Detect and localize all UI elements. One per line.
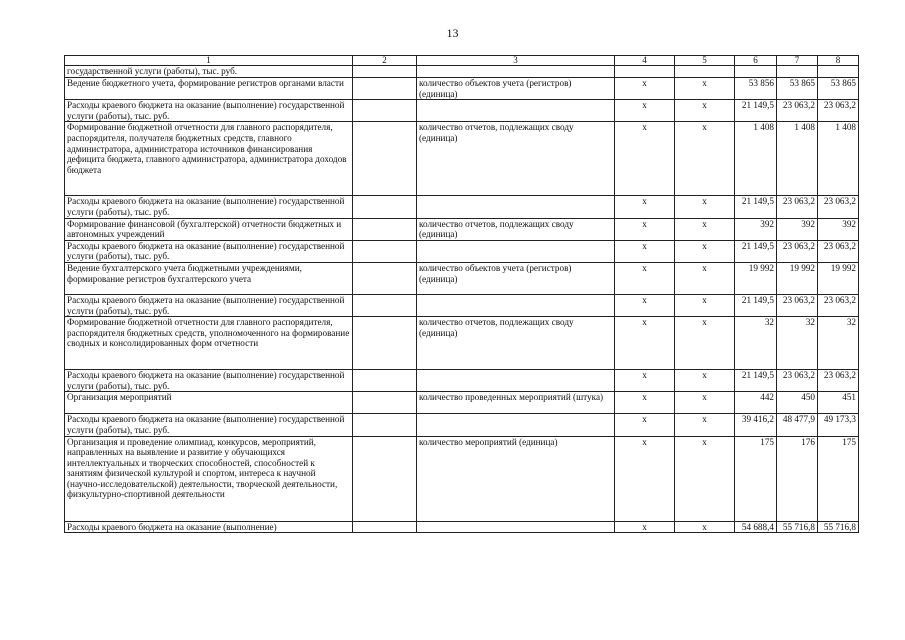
cell-empty bbox=[353, 122, 417, 196]
cell-v6: 442 bbox=[735, 392, 777, 414]
cell-c4: х bbox=[615, 370, 675, 392]
cell-v7: 53 865 bbox=[777, 78, 818, 100]
table-row bbox=[65, 218, 859, 240]
cell-name: Расходы краевого бюджета на оказание (выполнение) государственной услуги (работы), тыс. руб. bbox=[65, 414, 353, 436]
cell-c5: х bbox=[675, 521, 735, 533]
cell-v6: 175 bbox=[735, 436, 777, 521]
budget-table bbox=[64, 55, 859, 533]
cell-v7 bbox=[777, 66, 818, 78]
cell-name: Ведение бюджетного учета, формирование регистров органами власти bbox=[65, 78, 353, 100]
table-row bbox=[65, 294, 859, 316]
cell-c5: х bbox=[675, 262, 735, 294]
cell-empty bbox=[353, 100, 417, 122]
column-header: 7 bbox=[777, 56, 818, 66]
cell-v7: 48 477,9 bbox=[777, 414, 818, 436]
cell-indicator: количество мероприятий (единица) bbox=[417, 436, 615, 521]
cell-indicator bbox=[417, 196, 615, 218]
cell-c5: х bbox=[675, 436, 735, 521]
cell-c4: х bbox=[615, 414, 675, 436]
cell-v6: 53 856 bbox=[735, 78, 777, 100]
cell-c5: х bbox=[675, 414, 735, 436]
table-row bbox=[65, 414, 859, 436]
page-number: 13 bbox=[446, 26, 459, 40]
table-row bbox=[65, 262, 859, 294]
cell-c5: х bbox=[675, 370, 735, 392]
cell-c5: х bbox=[675, 196, 735, 218]
cell-name: Расходы краевого бюджета на оказание (выполнение) bbox=[65, 521, 353, 533]
cell-empty bbox=[353, 196, 417, 218]
cell-indicator: количество отчетов, подлежащих своду (единица) bbox=[417, 122, 615, 196]
cell-indicator: количество объектов учета (регистров) (единица) bbox=[417, 78, 615, 100]
cell-v8: 55 716,8 bbox=[818, 521, 859, 533]
table-row bbox=[65, 317, 859, 370]
cell-v6: 21 149,5 bbox=[735, 294, 777, 316]
cell-v6: 21 149,5 bbox=[735, 240, 777, 262]
cell-c4: х bbox=[615, 392, 675, 414]
table-row bbox=[65, 240, 859, 262]
table-row bbox=[65, 392, 859, 414]
cell-c4: х bbox=[615, 521, 675, 533]
cell-c4 bbox=[615, 66, 675, 78]
cell-empty bbox=[353, 436, 417, 521]
cell-name: Ведение бухгалтерского учета бюджетными учреждениями, формирование регистров бухгалтерского учета bbox=[65, 262, 353, 294]
cell-v6: 1 408 bbox=[735, 122, 777, 196]
column-header: 8 bbox=[818, 56, 859, 66]
cell-empty bbox=[353, 317, 417, 370]
cell-v6: 21 149,5 bbox=[735, 196, 777, 218]
column-header: 4 bbox=[615, 56, 675, 66]
cell-v8: 23 063,2 bbox=[818, 240, 859, 262]
cell-c4: х bbox=[615, 317, 675, 370]
cell-c4: х bbox=[615, 294, 675, 316]
cell-v7: 1 408 bbox=[777, 122, 818, 196]
table-row bbox=[65, 78, 859, 100]
cell-v7: 392 bbox=[777, 218, 818, 240]
table-header-row bbox=[65, 56, 859, 66]
cell-indicator bbox=[417, 370, 615, 392]
cell-indicator: количество объектов учета (регистров) (единица) bbox=[417, 262, 615, 294]
cell-c4: х bbox=[615, 240, 675, 262]
cell-v8: 32 bbox=[818, 317, 859, 370]
cell-v8: 1 408 bbox=[818, 122, 859, 196]
cell-name: государственной услуги (работы), тыс. руб. bbox=[65, 66, 353, 78]
cell-name: Организация и проведение олимпиад, конкурсов, мероприятий, направленных на выявление и развитие у обучающихся интеллектуальных и творческих способностей, способностей к занятиям физической культурой и спортом, интереса к научной (научно-исследовательской) деятельности, творческой деятельности, физкультурно-спортивной деятельности bbox=[65, 436, 353, 521]
column-header: 3 bbox=[417, 56, 615, 66]
cell-v6: 21 149,5 bbox=[735, 100, 777, 122]
cell-empty bbox=[353, 78, 417, 100]
cell-v7: 55 716,8 bbox=[777, 521, 818, 533]
cell-indicator: количество отчетов, подлежащих своду (единица) bbox=[417, 218, 615, 240]
table-row bbox=[65, 436, 859, 521]
cell-name: Расходы краевого бюджета на оказание (выполнение) государственной услуги (работы), тыс. руб. bbox=[65, 370, 353, 392]
cell-empty bbox=[353, 66, 417, 78]
cell-empty bbox=[353, 262, 417, 294]
cell-c5 bbox=[675, 66, 735, 78]
cell-v8: 23 063,2 bbox=[818, 294, 859, 316]
cell-c5: х bbox=[675, 218, 735, 240]
cell-v7: 23 063,2 bbox=[777, 240, 818, 262]
cell-c5: х bbox=[675, 100, 735, 122]
column-header: 5 bbox=[675, 56, 735, 66]
cell-name: Расходы краевого бюджета на оказание (выполнение) государственной услуги (работы), тыс. руб. bbox=[65, 100, 353, 122]
cell-v8: 23 063,2 bbox=[818, 370, 859, 392]
table-row bbox=[65, 122, 859, 196]
cell-name: Расходы краевого бюджета на оказание (выполнение) государственной услуги (работы), тыс. руб. bbox=[65, 294, 353, 316]
table-row bbox=[65, 370, 859, 392]
cell-v6: 54 688,4 bbox=[735, 521, 777, 533]
cell-indicator bbox=[417, 521, 615, 533]
cell-v6: 19 992 bbox=[735, 262, 777, 294]
cell-c5: х bbox=[675, 240, 735, 262]
column-header: 1 bbox=[65, 56, 353, 66]
cell-v8: 49 173,3 bbox=[818, 414, 859, 436]
cell-name: Расходы краевого бюджета на оказание (выполнение) государственной услуги (работы), тыс. руб. bbox=[65, 196, 353, 218]
cell-v8: 23 063,2 bbox=[818, 196, 859, 218]
cell-v6: 32 bbox=[735, 317, 777, 370]
cell-v7: 19 992 bbox=[777, 262, 818, 294]
cell-empty bbox=[353, 218, 417, 240]
cell-indicator bbox=[417, 414, 615, 436]
cell-c4: х bbox=[615, 436, 675, 521]
cell-name: Формирование бюджетной отчетности для главного распорядителя, распорядителя бюджетных средств, уполномоченного на формирование сводных и консолидированных форм отчетности bbox=[65, 317, 353, 370]
cell-c5: х bbox=[675, 294, 735, 316]
cell-c4: х bbox=[615, 100, 675, 122]
cell-c4: х bbox=[615, 218, 675, 240]
cell-v7: 23 063,2 bbox=[777, 294, 818, 316]
cell-v8: 23 063,2 bbox=[818, 100, 859, 122]
cell-v8: 175 bbox=[818, 436, 859, 521]
cell-indicator: количество проведенных мероприятий (штука) bbox=[417, 392, 615, 414]
table-row bbox=[65, 196, 859, 218]
cell-empty bbox=[353, 240, 417, 262]
column-header: 2 bbox=[353, 56, 417, 66]
cell-indicator bbox=[417, 294, 615, 316]
cell-c4: х bbox=[615, 122, 675, 196]
cell-v7: 450 bbox=[777, 392, 818, 414]
cell-v6: 21 149,5 bbox=[735, 370, 777, 392]
cell-v8: 19 992 bbox=[818, 262, 859, 294]
cell-v8: 53 865 bbox=[818, 78, 859, 100]
cell-v6 bbox=[735, 66, 777, 78]
cell-empty bbox=[353, 414, 417, 436]
cell-c4: х bbox=[615, 78, 675, 100]
column-header: 6 bbox=[735, 56, 777, 66]
cell-name: Расходы краевого бюджета на оказание (выполнение) государственной услуги (работы), тыс. руб. bbox=[65, 240, 353, 262]
cell-name: Формирование финансовой (бухгалтерской) отчетности бюджетных и автономных учреждений bbox=[65, 218, 353, 240]
cell-v7: 23 063,2 bbox=[777, 196, 818, 218]
cell-indicator bbox=[417, 100, 615, 122]
cell-c5: х bbox=[675, 317, 735, 370]
table-row bbox=[65, 521, 859, 533]
cell-v7: 23 063,2 bbox=[777, 100, 818, 122]
cell-v7: 176 bbox=[777, 436, 818, 521]
cell-v6: 39 416,2 bbox=[735, 414, 777, 436]
cell-c5: х bbox=[675, 122, 735, 196]
cell-v8 bbox=[818, 66, 859, 78]
cell-empty bbox=[353, 521, 417, 533]
cell-v8: 392 bbox=[818, 218, 859, 240]
cell-c5: х bbox=[675, 78, 735, 100]
cell-c4: х bbox=[615, 262, 675, 294]
cell-v7: 32 bbox=[777, 317, 818, 370]
cell-name: Организация мероприятий bbox=[65, 392, 353, 414]
cell-c5: х bbox=[675, 392, 735, 414]
table-row bbox=[65, 100, 859, 122]
cell-v6: 392 bbox=[735, 218, 777, 240]
cell-indicator bbox=[417, 66, 615, 78]
cell-empty bbox=[353, 392, 417, 414]
table-row bbox=[65, 66, 859, 78]
cell-v7: 23 063,2 bbox=[777, 370, 818, 392]
cell-indicator bbox=[417, 240, 615, 262]
cell-v8: 451 bbox=[818, 392, 859, 414]
cell-empty bbox=[353, 370, 417, 392]
cell-indicator: количество отчетов, подлежащих своду (единица) bbox=[417, 317, 615, 370]
cell-name: Формирование бюджетной отчетности для главного распорядителя, распорядителя, получателя бюджетных средств, главного администратора, администратора источников финансирования дефицита бюджета, главного администратора, администратора доходов бюджета bbox=[65, 122, 353, 196]
cell-empty bbox=[353, 294, 417, 316]
cell-c4: х bbox=[615, 196, 675, 218]
